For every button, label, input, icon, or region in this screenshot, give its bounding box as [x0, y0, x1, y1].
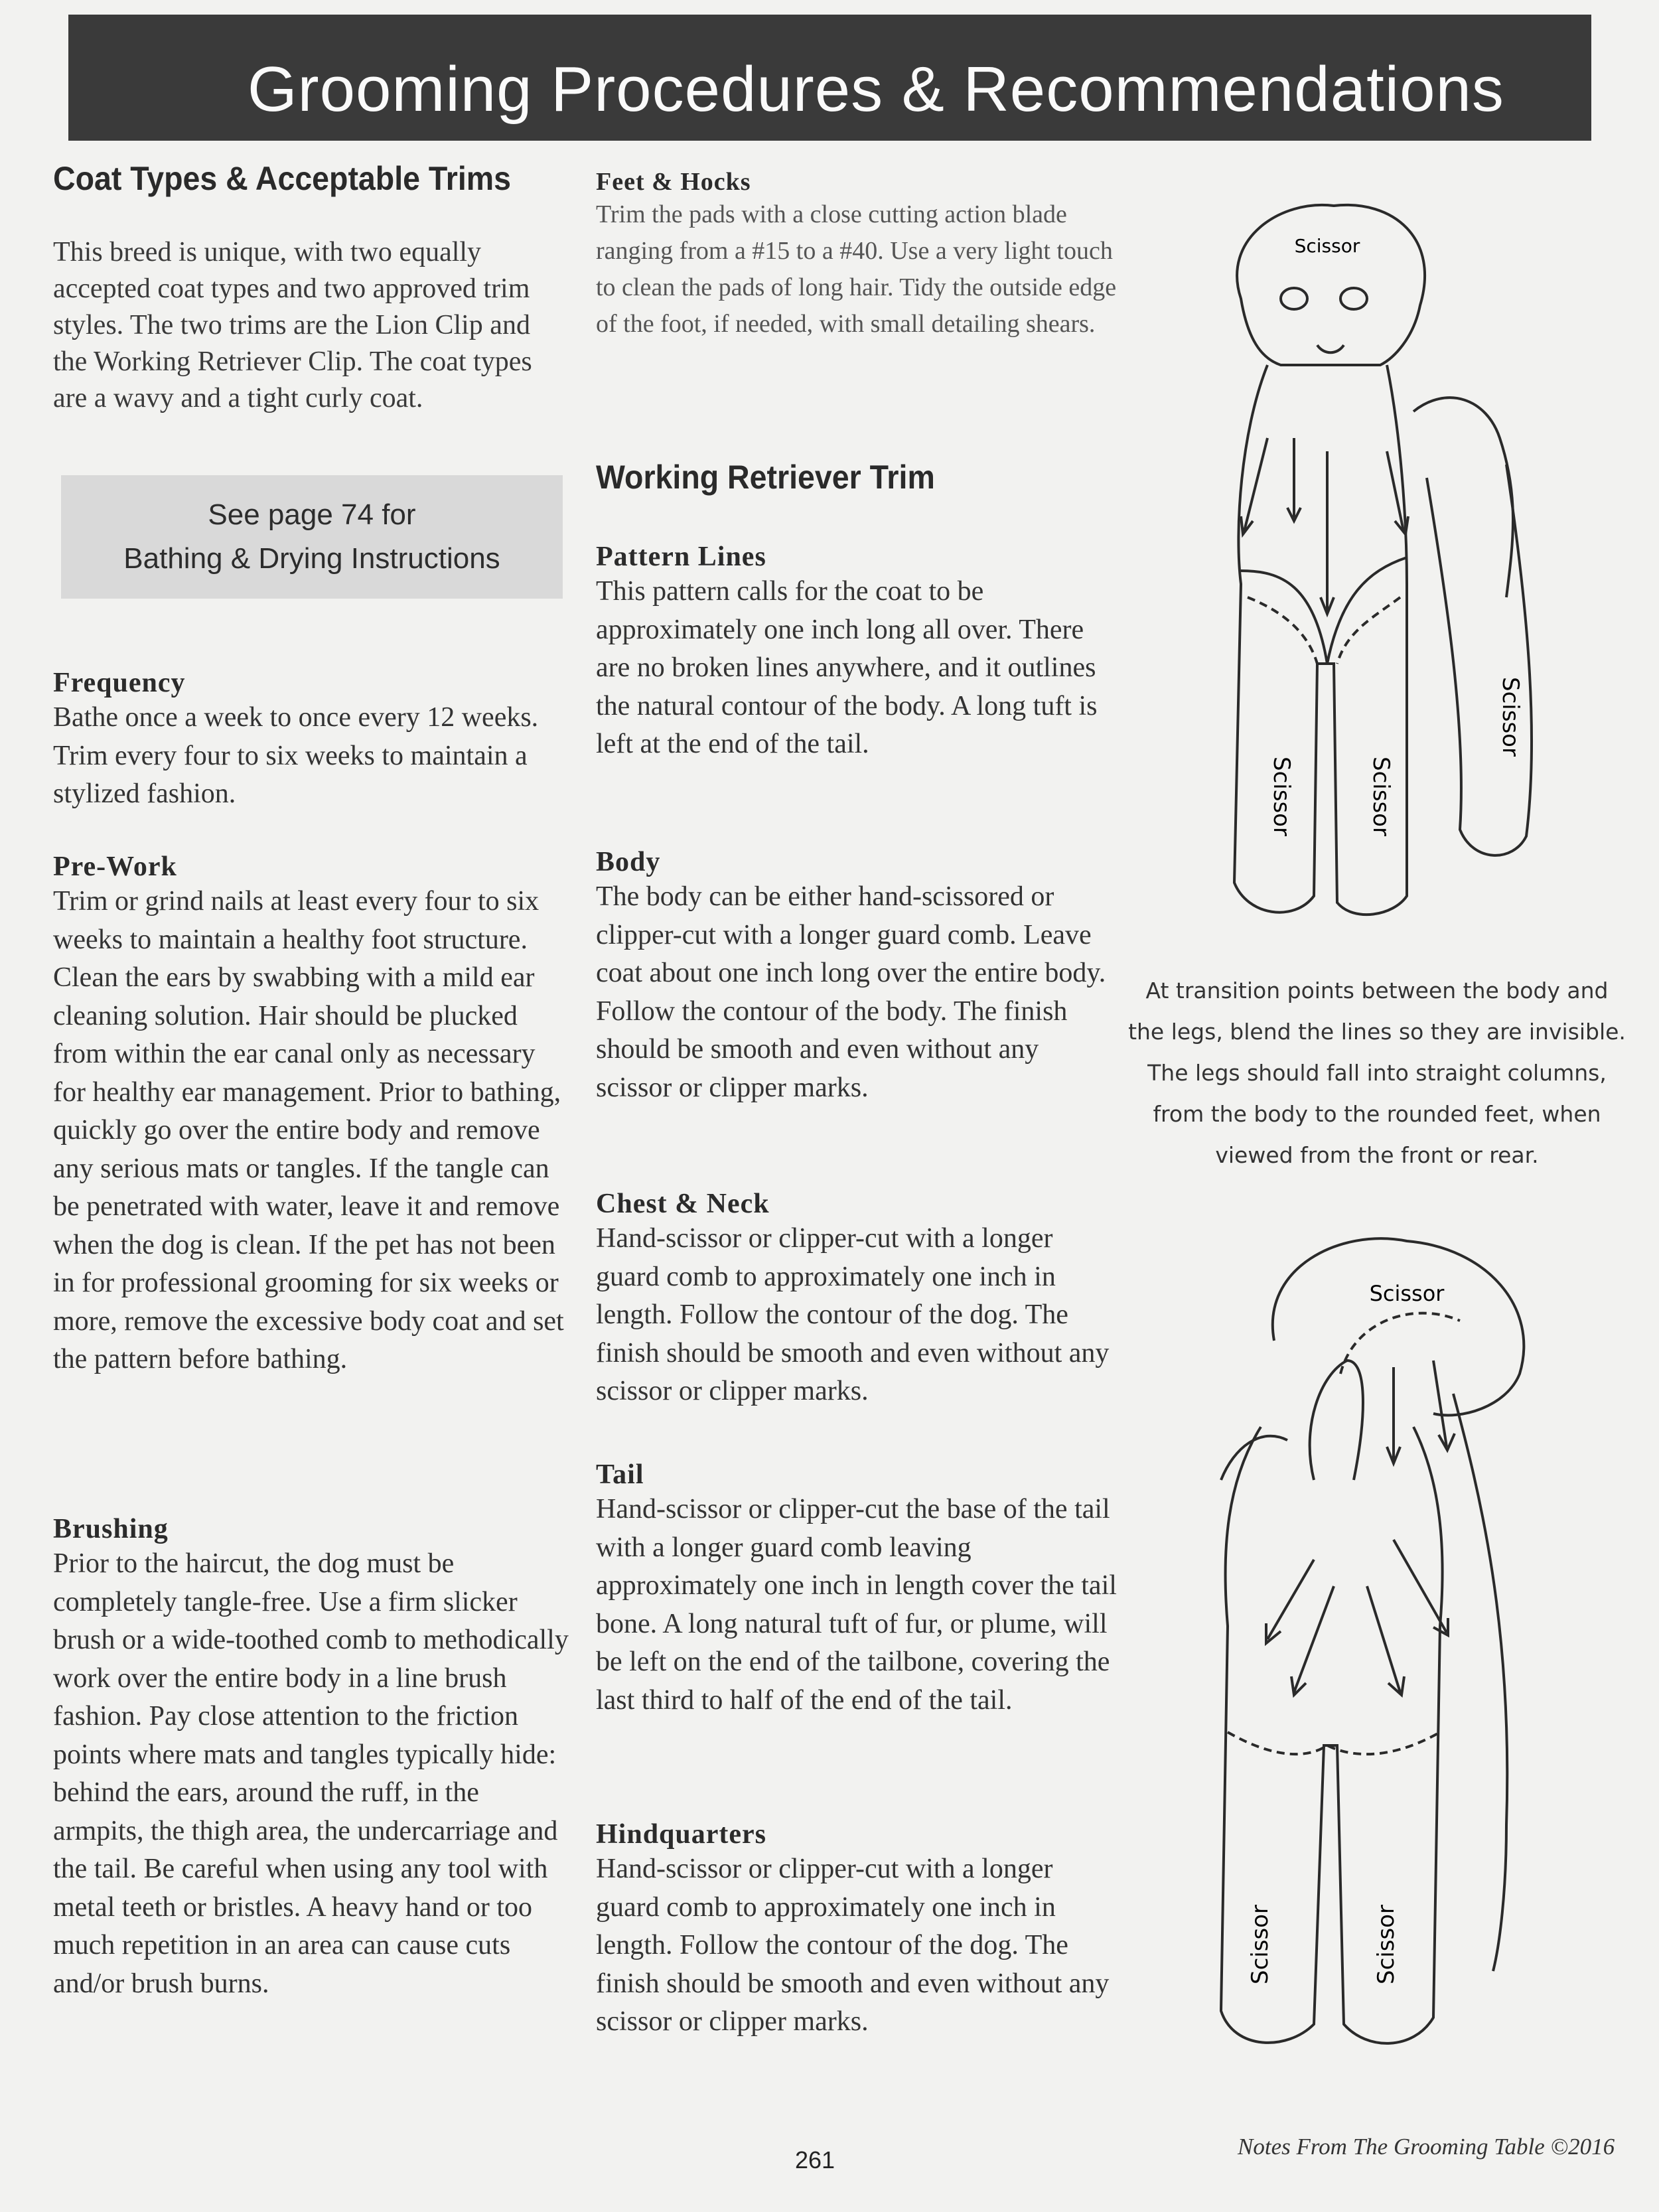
pre-work-section [53, 851, 571, 1379]
dog-front-illustration [1194, 199, 1593, 942]
front-label-head: Scissor [1294, 235, 1360, 257]
working-retriever-title: Working Retriever Trim [596, 459, 935, 496]
body-text: The body can be either hand-scissored or clipper-cut with a longer guard comb. Leave coat about one inch long over the entire body. Follow the contour of the body. The finish should be smooth and even without any scissor or clipper marks. [596, 881, 1106, 1103]
brushing-section [53, 1513, 571, 2003]
body-section [596, 846, 1120, 1107]
tail-heading: Tail [596, 1459, 644, 1490]
page-title: Grooming Procedures & Recommendations [248, 54, 1504, 125]
left-column [53, 159, 571, 1999]
tail-text: Hand-scissor or clipper-cut the base of the tail with a longer guard comb leaving approximately one inch in length cover the tail bone. A long natural tuft of fur, or plume, will be left on the end of the tailbone, covering the last third to half of the end of the tail. [596, 1494, 1117, 1716]
hindquarters-section [596, 1818, 1120, 2041]
bathing-callout [61, 475, 563, 599]
pattern-lines-section [596, 541, 1120, 764]
frequency-heading: Frequency [53, 668, 186, 698]
chest-neck-text: Hand-scissor or clipper-cut with a longer guard comb to approximately one inch in length. Follow the contour of the dog. The finish should be smooth and even without any scissor or clipper marks. [596, 1223, 1110, 1406]
tail-section [596, 1459, 1120, 1720]
brushing-text: Prior to the haircut, the dog must be completely tangle-free. Use a firm slicker brush or a wide-toothed comb to methodically work over the entire body in a line brush fashion. Pay close attention to the friction points where mats and tangles typically hide: behind the ears, around the ruff, in the armpits, the thigh area, the undercarriage and the tail. Be careful when using any tool with metal teeth or bristles. A heavy hand or too much repetition in an area can cause cuts and/or brush burns. [53, 1548, 569, 1999]
page-number: 261 [795, 2146, 835, 2174]
feet-hocks-heading: Feet & Hocks [596, 168, 751, 196]
frequency-text: Bathe once a week to once every 12 weeks. Trim every four to six weeks to maintain a stylized fashion. [53, 702, 539, 809]
chest-neck-heading: Chest & Neck [596, 1189, 770, 1219]
front-label-right-leg: Scissor [1368, 757, 1394, 836]
coat-types-title: Coat Types & Acceptable Trims [53, 160, 511, 197]
rear-label-right-leg: Scissor [1373, 1905, 1400, 1984]
pattern-lines-heading: Pattern Lines [596, 542, 766, 572]
figure-caption: At transition points between the body and the legs, blend the lines so they are invisible. The legs should fall into straight columns, from the body to the rounded feet, when viewed from the front or rear. [1128, 978, 1626, 1168]
brushing-heading: Brushing [53, 1514, 169, 1544]
rear-label-head: Scissor [1369, 1281, 1445, 1306]
feet-hocks-section [596, 167, 1120, 342]
header-banner [68, 15, 1591, 141]
pattern-lines-text: This pattern calls for the coat to be approximately one inch long all over. There are no broken lines anywhere, and it outlines the natural contour of the body. A long tuft is left at the end of the tail. [596, 576, 1098, 759]
coat-types-text: This breed is unique, with two equally accepted coat types and two approved trim styles. The two trims are the Lion Clip and the Working Retriever Clip. The coat types are a wavy and a tight curly coat. [53, 237, 532, 413]
frequency-section [53, 667, 571, 814]
pre-work-text: Trim or grind nails at least every four to six weeks to maintain a healthy foot structure. Clean the ears by swabbing with a mild ear cleaning solution. Hair should be plucked from within the ear canal only as necessary for healthy ear management. Prior to bathing, quickly go over the entire body and remove any serious mats or tangles. If the tangle can be penetrated with water, leave it and remove when the dog is clean. If the pet has not been in for professional grooming for six weeks or more, remove the excessive body coat and set the pattern before bathing. [53, 886, 564, 1374]
rear-label-left-leg: Scissor [1247, 1905, 1273, 1984]
feet-hocks-text: Trim the pads with a close cutting action blade ranging from a #15 to a #40. Use a very light touch to clean the pads of long hair. Tidy the outside edge of the foot, if needed, with small detailing shears. [596, 200, 1117, 338]
chest-neck-section [596, 1188, 1120, 1411]
body-heading: Body [596, 847, 661, 877]
dog-rear-illustration [1194, 1228, 1593, 2064]
callout-text: See page 74 for Bathing & Drying Instructions [123, 498, 500, 575]
hindquarters-heading: Hindquarters [596, 1819, 767, 1850]
pre-work-heading: Pre-Work [53, 851, 177, 882]
footer-credit: Notes From The Grooming Table ©2016 [1238, 2134, 1615, 2160]
front-label-side: Scissor [1497, 677, 1524, 757]
front-label-left-leg: Scissor [1268, 757, 1295, 836]
hindquarters-text: Hand-scissor or clipper-cut with a longer guard comb to approximately one inch in length. Follow the contour of the dog. The finish should be smooth and even without any scissor or clipper marks. [596, 1854, 1110, 2037]
